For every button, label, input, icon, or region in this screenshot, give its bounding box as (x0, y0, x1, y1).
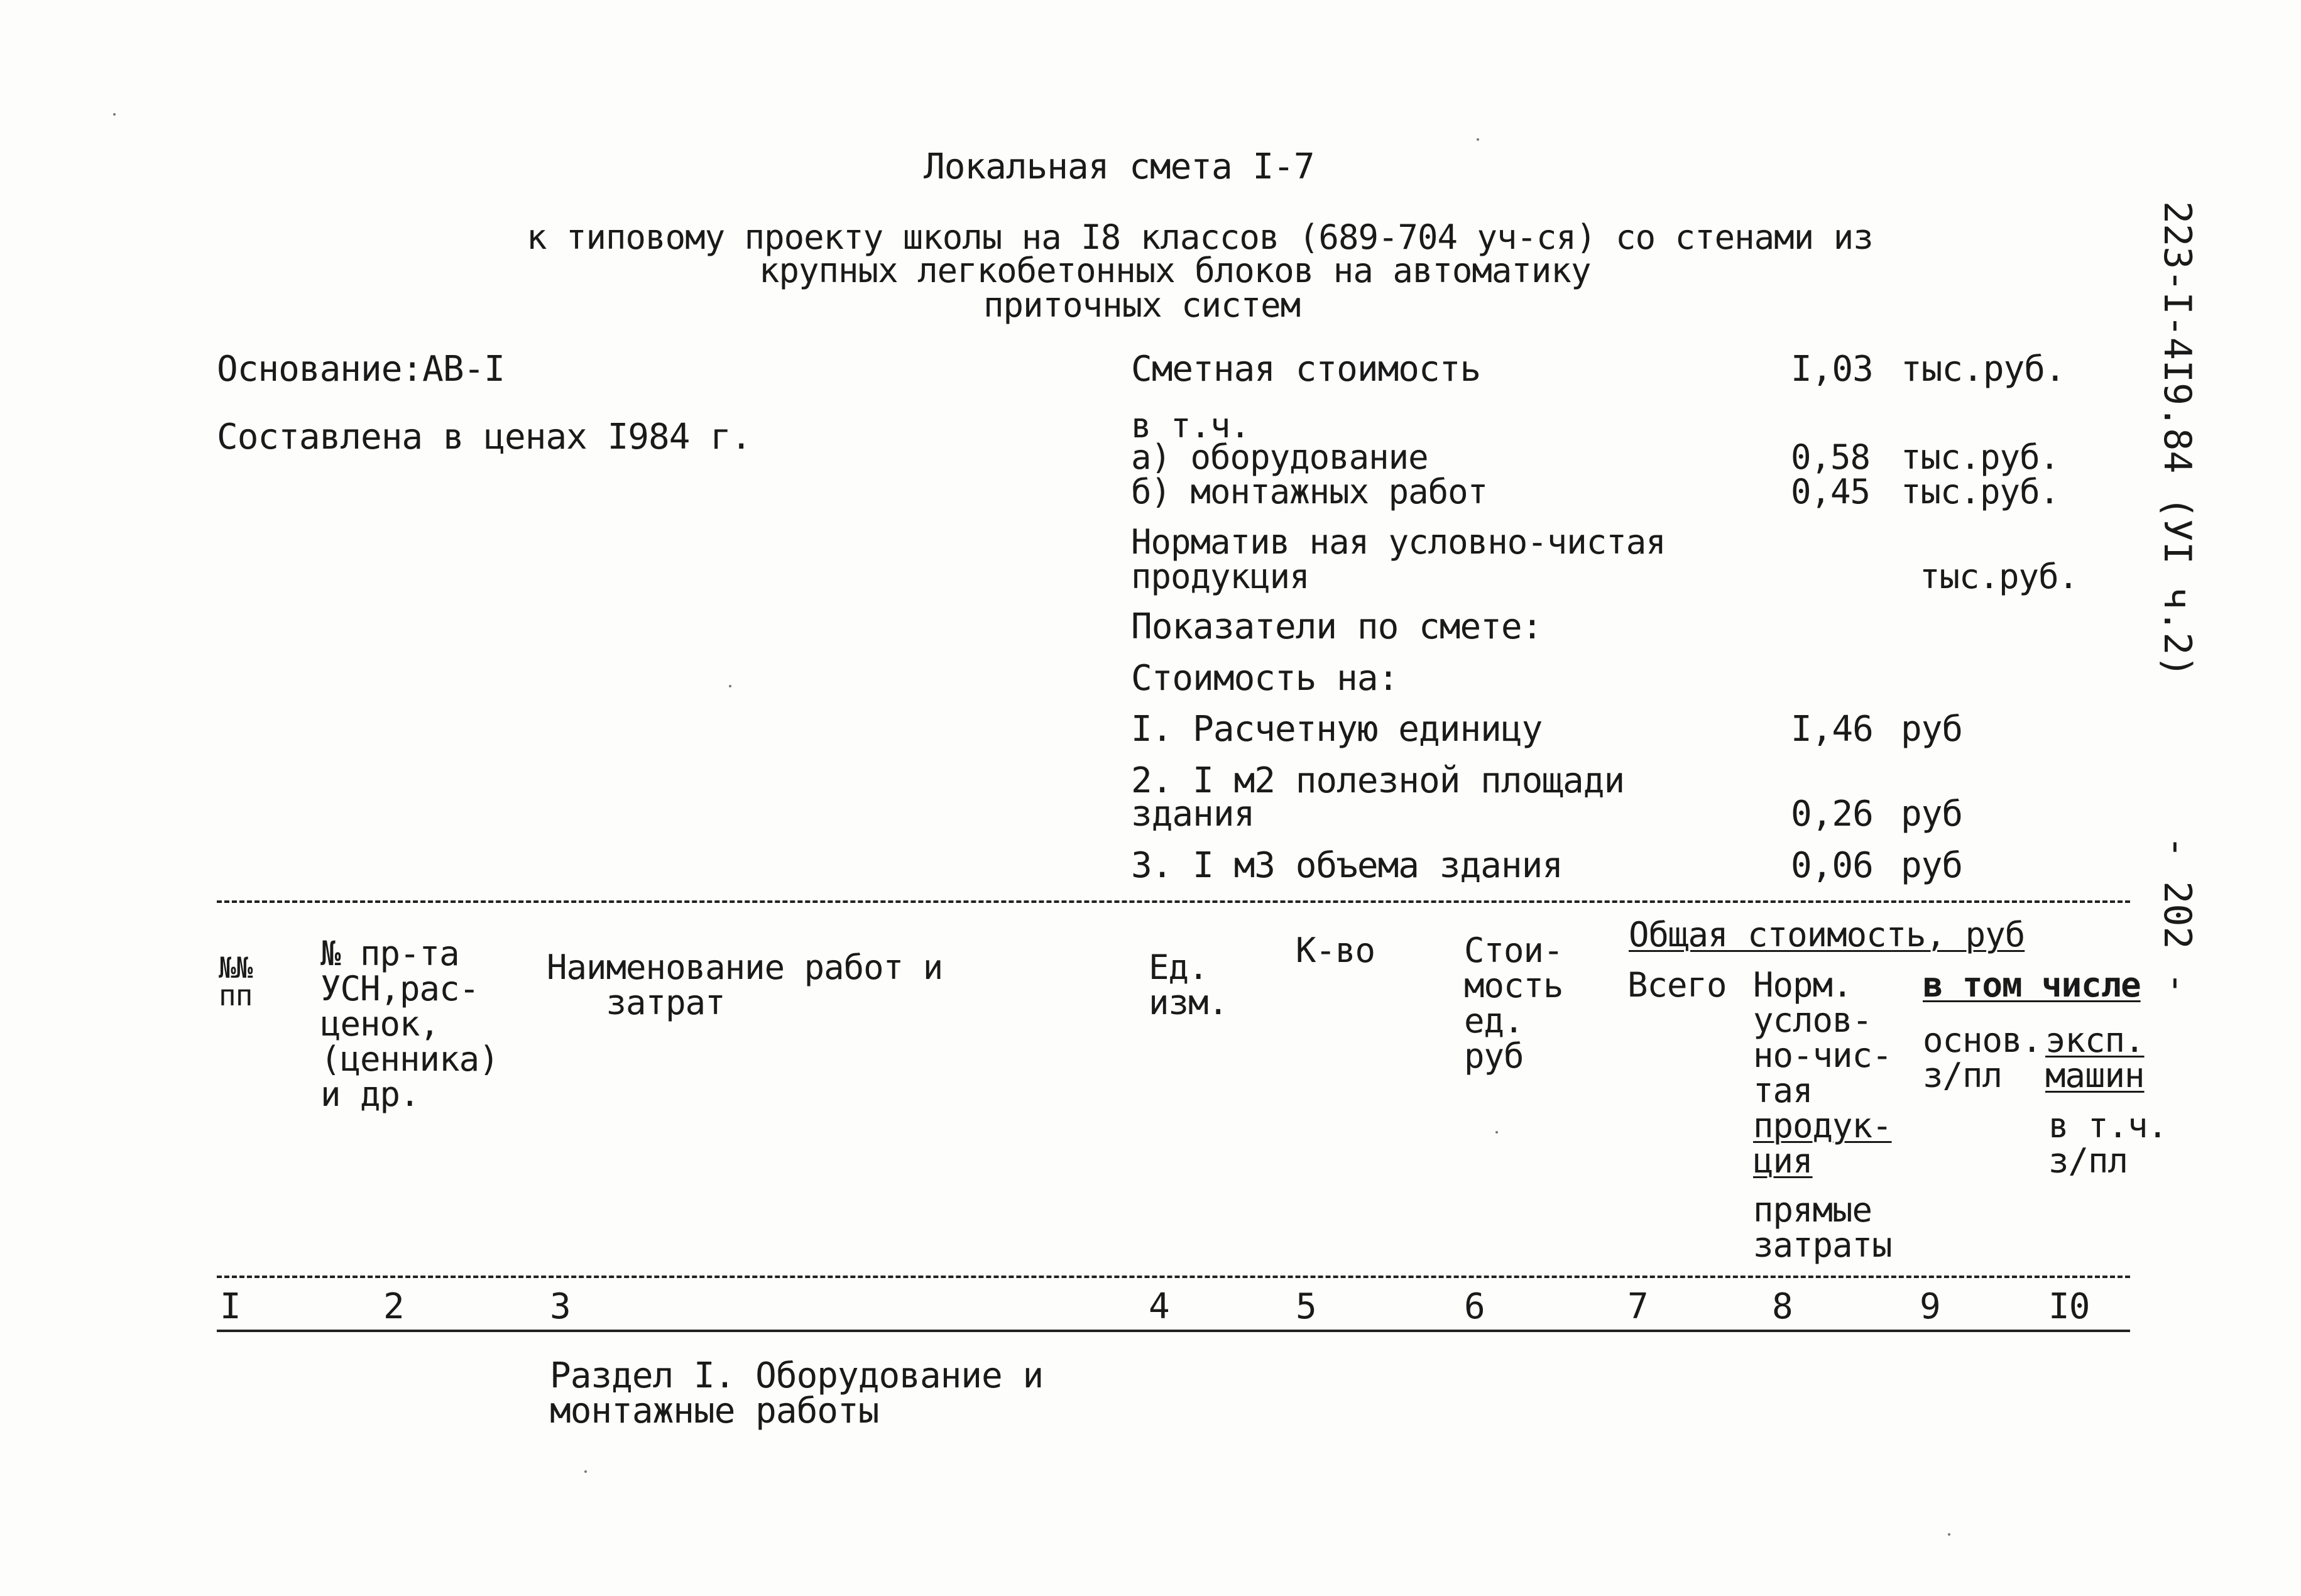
including-label: в т.ч. (1131, 406, 1250, 445)
section-title: Раздел I. Оборудование и монтажные работы (550, 1355, 1044, 1431)
basis-label: Основание:АВ-I (217, 349, 505, 390)
cost-per-label: Стоимость на: (1131, 658, 1399, 699)
item1-label: I. Расчетную единицу (1131, 709, 1543, 750)
normative-label-line-1: Норматив ная условно-чистая (1131, 522, 1666, 562)
equipment-unit: тыс.руб. (1901, 437, 2060, 477)
installation-value: 0,45 (1791, 472, 1871, 511)
installation-unit: тыс.руб. (1901, 472, 2060, 511)
header-col-2: № пр-та УСН,рас- ценок, (ценника) и др. (320, 934, 499, 1114)
column-number-10: I0 (2048, 1286, 2090, 1327)
column-number-7: 7 (1627, 1286, 1648, 1327)
subtitle-line-2: крупных легкобетонных блоков на автоматику (759, 251, 1591, 290)
header-col-9: основ. з/пл (1923, 1020, 2042, 1095)
header-col-4: Ед. изм. (1149, 948, 1228, 1022)
scan-speck (1948, 1533, 1950, 1536)
subtitle-line-1: к типовому проекту школы на I8 классов (689-704 уч-ся) со стенами из (527, 217, 1873, 257)
header-col-8-direct-costs: прямые затраты (1753, 1190, 1892, 1265)
item2-unit: руб (1901, 794, 1963, 834)
estimate-title: Локальная смета I-7 (924, 146, 1314, 187)
item1-unit: руб (1901, 709, 1963, 750)
item3-label: 3. I м3 объема здания (1131, 845, 1563, 886)
column-numbers-rule (217, 1330, 2130, 1332)
subtitle-line-3: приточных систем (983, 285, 1301, 325)
item2-label-line-1: 2. I м2 полезной площади (1131, 760, 1625, 801)
item3-value: 0,06 (1791, 845, 1873, 886)
item1-value: I,46 (1791, 709, 1873, 750)
column-number-8: 8 (1772, 1286, 1793, 1327)
column-number-4: 4 (1149, 1286, 1169, 1327)
column-number-9: 9 (1920, 1286, 1940, 1327)
equipment-label: а) оборудование (1131, 437, 1428, 477)
header-col-7: Всего (1627, 965, 1727, 1005)
normative-unit: тыс.руб. (1920, 557, 2079, 596)
prices-label: Составлена в ценах I984 г. (217, 417, 752, 457)
header-col-8-product: продук- ция (1753, 1106, 1892, 1181)
scan-speck (113, 113, 116, 116)
estimated-cost-value: I,03 (1791, 349, 1873, 390)
column-number-5: 5 (1296, 1286, 1316, 1327)
header-col-6: Стои- мость ед. руб (1464, 931, 1563, 1076)
header-bottom-rule (217, 1276, 2130, 1278)
scan-speck (1495, 1131, 1498, 1134)
side-label (2149, 201, 2249, 993)
header-col-3: Наименование работ и затрат (547, 948, 943, 1022)
item2-value: 0,26 (1791, 794, 1873, 834)
header-col-5: К-во (1296, 931, 1375, 970)
scan-speck (584, 1470, 587, 1473)
column-number-1: I (220, 1286, 241, 1327)
column-number-3: 3 (550, 1286, 571, 1327)
scan-speck (1477, 138, 1479, 141)
item2-label-line-2: здания (1131, 794, 1255, 834)
indicators-label: Показатели по смете: (1131, 606, 1543, 647)
header-total-cost: Общая стоимость, руб (1629, 915, 2025, 954)
header-col-10-machines: эксп. машин (2045, 1020, 2145, 1095)
header-col-1: №№ пп (219, 951, 253, 1012)
document-code: 223-I-4I9.84 (УI ч.2) (2155, 201, 2199, 678)
column-number-2: 2 (383, 1286, 404, 1327)
estimated-cost-unit: тыс.руб. (1901, 349, 2065, 390)
table-top-rule (217, 900, 2130, 903)
header-including: в том числе (1923, 965, 2141, 1005)
header-col-8: Норм. услов- но-чис- тая (1753, 965, 1892, 1110)
page-number: - 202 - (2155, 836, 2199, 995)
header-col-10-wages: в т.ч. з/пл (2048, 1106, 2168, 1181)
estimated-cost-label: Сметная стоимость (1131, 349, 1481, 390)
scan-speck (729, 685, 731, 687)
column-number-6: 6 (1464, 1286, 1485, 1327)
equipment-value: 0,58 (1791, 437, 1871, 477)
normative-label-line-2: продукция (1131, 557, 1309, 596)
installation-label: б) монтажных работ (1131, 472, 1488, 511)
item3-unit: руб (1901, 845, 1963, 886)
